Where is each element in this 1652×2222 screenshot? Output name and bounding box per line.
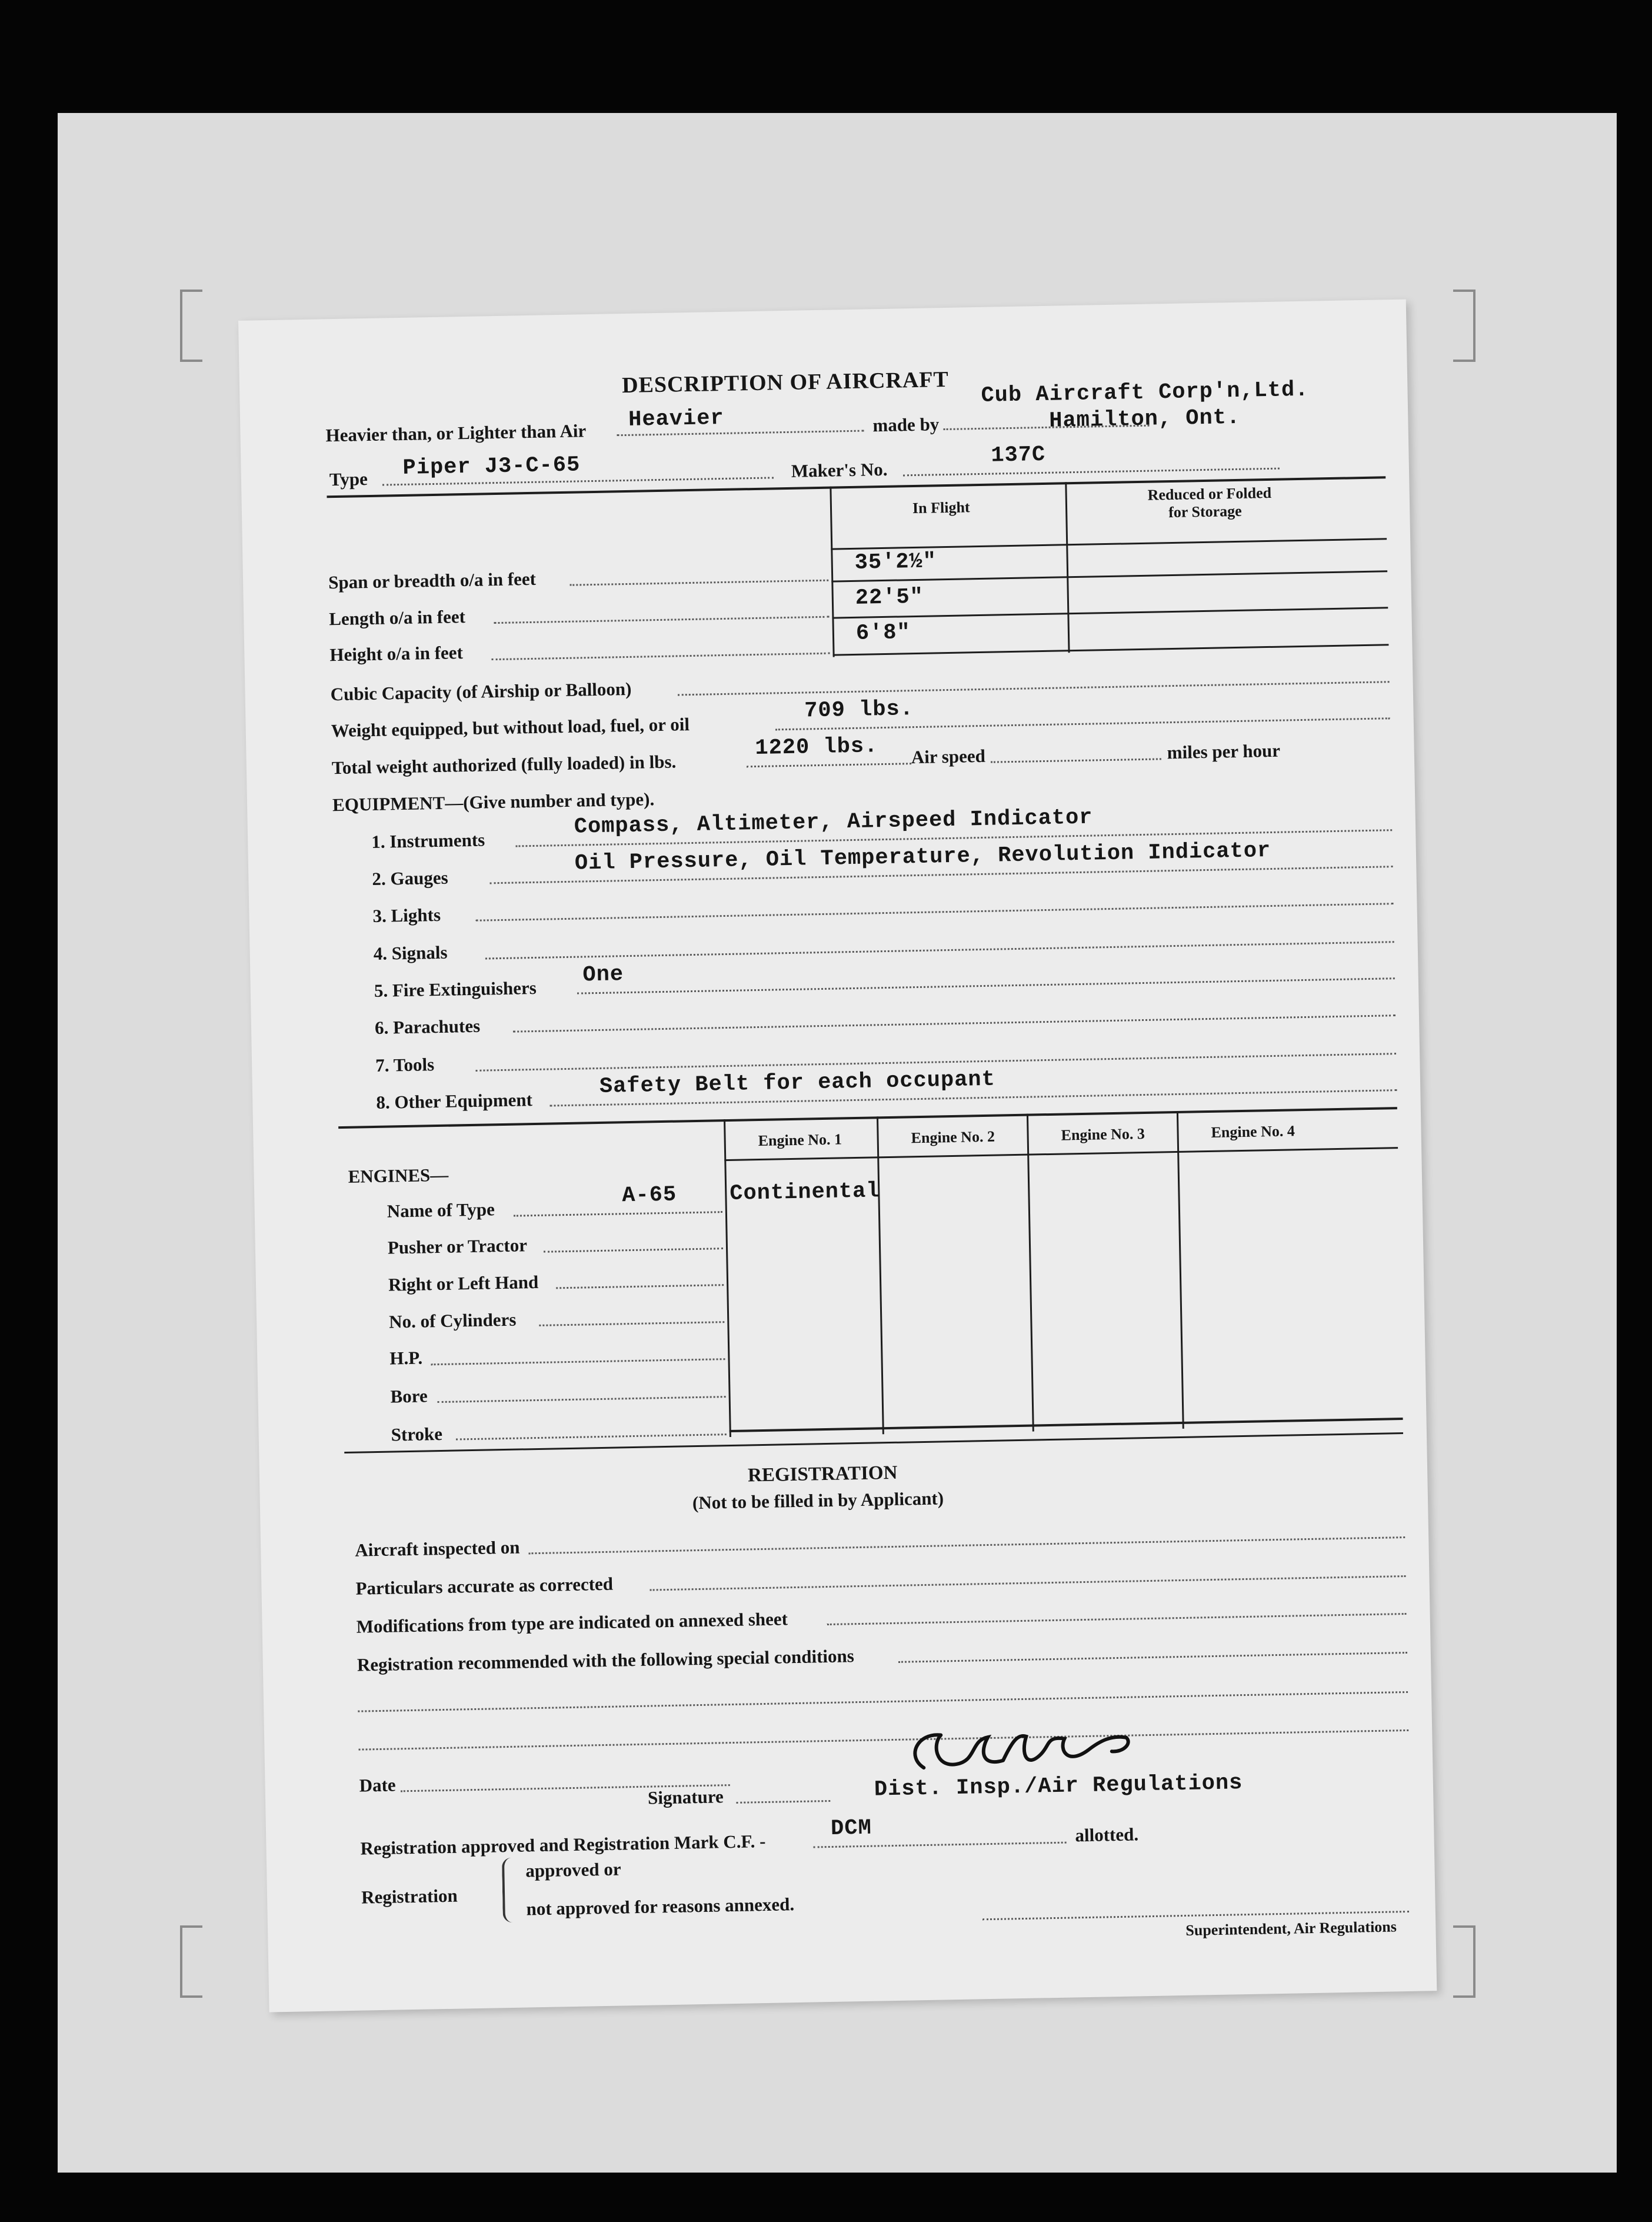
type-value: Piper J3-C-65 [402,453,581,481]
weight-equipped-label: Weight equipped, but without load, fuel, or oil [331,714,690,741]
engine-row-label: Pusher or Tractor [387,1235,528,1258]
length-label: Length o/a in feet [328,606,466,630]
height-label: Height o/a in feet [329,642,464,666]
registration-label: Registration [361,1885,458,1908]
engine-1-name: Continental [729,1179,880,1206]
recommended-line [358,1691,1408,1712]
engine-col-header: Engine No. 4 [1211,1122,1295,1141]
col-reduced-2: for Storage [1168,502,1242,521]
name-of-type-value: A-65 [621,1182,677,1209]
signature-label: Signature [647,1786,724,1808]
equipment-item-label: 4. Signals [373,942,448,964]
equipment-item-label: 6. Parachutes [374,1015,481,1038]
weight-equipped-value: 709 lbs. [804,697,914,724]
total-weight-dots [747,763,911,767]
heavier-value: Heavier [628,405,725,433]
engine-row-dots [431,1358,725,1365]
signature-title: Dist. Insp./Air Regulations [874,1771,1243,1802]
equipment-item-value: Oil Pressure, Oil Temperature, Revolution Indicator [574,838,1271,876]
engine-row-label: Name of Type [387,1199,495,1222]
equipment-item-dots [476,903,1394,922]
engines-bottom-rule [730,1418,1403,1432]
engine-row-dots [556,1284,724,1289]
made-by-value-2: Hamilton, Ont. [1048,405,1241,434]
engine-col-header: Engine No. 2 [911,1127,995,1147]
recommended-line [359,1729,1409,1751]
heavier-label: Heavier than, or Lighter than Air [325,420,587,446]
modifications-dots [827,1613,1407,1625]
equipment-item-value: One [582,962,624,988]
engines-col-divider [1177,1111,1184,1429]
length-dots [494,616,829,624]
engines-header-rule [724,1147,1398,1161]
dimensions-col-divider-2 [1065,482,1070,653]
equipment-item-value: Safety Belt for each occupant [599,1067,996,1099]
air-speed-label: Air speed [911,745,986,768]
dimensions-col-divider-1 [830,487,834,657]
cubic-capacity-label: Cubic Capacity (of Airship or Balloon) [330,678,632,705]
equipment-item-dots [577,977,1395,994]
engine-row-dots [438,1396,726,1403]
col-reduced-1: Reduced or Folded [1147,484,1272,504]
form-title: DESCRIPTION OF AIRCRAFT [621,367,950,398]
total-weight-label: Total weight authorized (fully loaded) in lbs. [331,751,677,779]
makers-no-label: Maker's No. [791,458,888,481]
recommended-dots [898,1652,1407,1663]
registration-brace [502,1858,519,1922]
engine-row-label: H.P. [389,1347,423,1369]
air-speed-dots [991,758,1161,763]
engine-row-dots [539,1321,724,1326]
equipment-item-label: 3. Lights [372,904,441,926]
registration-heading: REGISTRATION [747,1462,898,1486]
span-value: 35'2½" [854,549,937,576]
equipment-item-label: 1. Instruments [371,829,485,852]
mark-dots [814,1842,1067,1848]
equipment-item-label: 2. Gauges [372,867,448,889]
recommended-label: Registration recommended with the following special conditions [357,1645,855,1675]
equipment-item-label: 7. Tools [375,1054,435,1076]
total-weight-value: 1220 lbs. [755,734,878,761]
height-value: 6'8" [855,620,911,646]
height-dots [492,653,830,661]
superintendent-label: Superintendent, Air Regulations [1185,1918,1397,1939]
makers-no-dots [903,468,1280,477]
made-by-value-1: Cub Aircraft Corp'n,Ltd. [981,377,1309,408]
crop-mark-bottom-right [1453,1925,1476,1998]
engines-bottom-rule [344,1432,1403,1453]
cubic-capacity-dots [678,681,1390,696]
approved-or: approved or [525,1858,621,1881]
crop-mark-top-right [1453,290,1476,362]
span-dots [569,580,828,586]
dimensions-header-rule [831,538,1387,550]
engine-col-header: Engine No. 1 [758,1130,842,1150]
inspected-dots [528,1536,1405,1554]
particulars-dots [650,1575,1406,1591]
crop-mark-top-left [180,290,202,362]
miles-per-hour-label: miles per hour [1167,740,1281,763]
inspected-label: Aircraft inspected on [354,1536,520,1561]
mark-value: DCM [830,1815,872,1841]
engines-col-divider [724,1119,731,1437]
equipment-item-label: 8. Other Equipment [376,1089,533,1113]
equipment-item-label: 5. Fire Extinguishers [374,977,537,1001]
engines-col-divider [1027,1114,1034,1432]
aircraft-description-form [238,300,1437,2013]
particulars-label: Particulars accurate as corrected [355,1573,614,1599]
engines-heading: ENGINES— [348,1164,449,1187]
mark-label: Registration approved and Registration Mark C.F. - [360,1831,766,1859]
registration-subheading: (Not to be filled in by Applicant) [692,1488,944,1514]
equipment-item-dots [485,941,1394,959]
makers-no-value: 137C [991,442,1046,468]
equipment-item-value: Compass, Altimeter, Airspeed Indicator [574,805,1093,840]
length-value: 22'5" [855,584,924,611]
made-by-label: made by [872,414,940,436]
allotted-label: allotted. [1075,1824,1139,1846]
engine-row-label: No. of Cylinders [388,1309,517,1332]
engine-row-label: Bore [390,1385,428,1407]
engine-row-dots [544,1248,723,1253]
signature-dots [736,1800,830,1804]
crop-mark-bottom-left [180,1925,202,1998]
engine-row-label: Right or Left Hand [388,1271,539,1295]
type-label: Type [329,468,368,490]
equipment-heading: EQUIPMENT—(Give number and type). [332,789,655,816]
modifications-label: Modifications from type are indicated on annexed sheet [356,1608,788,1637]
height-row-rule [833,644,1389,656]
not-approved: not approved for reasons annexed. [526,1894,795,1920]
engine-row-dots [514,1211,722,1217]
equipment-item-dots [513,1014,1395,1032]
col-in-flight: In Flight [912,498,970,517]
date-label: Date [359,1774,396,1796]
engine-row-label: Stroke [391,1423,443,1445]
engine-col-header: Engine No. 3 [1061,1125,1145,1144]
engine-row-dots [456,1433,727,1440]
engines-col-divider [877,1116,884,1434]
span-label: Span or breadth o/a in feet [328,568,537,593]
